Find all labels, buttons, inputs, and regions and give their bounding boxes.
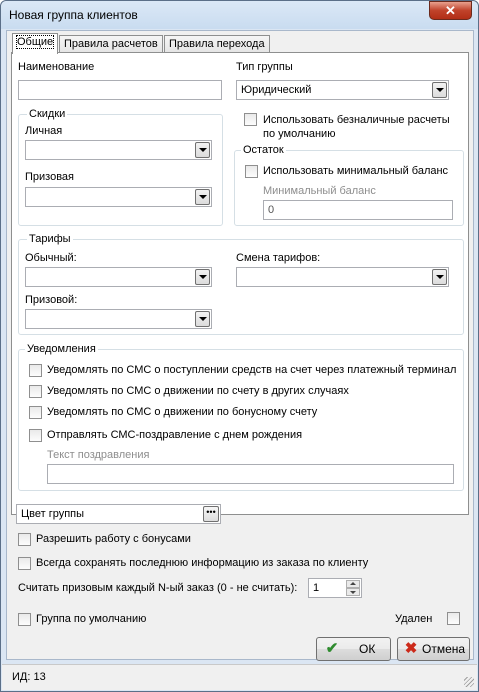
group-color-label: Цвет группы — [21, 508, 85, 520]
tab-transition-rules[interactable]: Правила перехода — [164, 35, 270, 53]
tab-page-general — [11, 52, 469, 515]
spin-up-icon[interactable] — [346, 580, 360, 588]
use-cashless-checkbox[interactable] — [244, 113, 257, 126]
notifications-group — [18, 343, 464, 491]
cancel-label: Отмена — [422, 642, 466, 656]
balance-group — [234, 144, 464, 226]
tariffs-legend: Тарифы — [29, 233, 71, 245]
chevron-down-icon[interactable] — [195, 311, 210, 327]
name-input[interactable] — [18, 80, 222, 100]
greeting-text-input[interactable] — [47, 464, 454, 484]
tariff-prize-label: Призовой: — [25, 294, 78, 306]
balance-legend: Остаток — [243, 144, 284, 156]
close-icon[interactable]: ✕ — [445, 3, 456, 18]
chevron-down-icon[interactable] — [195, 189, 210, 205]
chevron-down-icon[interactable] — [432, 269, 447, 285]
notify-terminal-label: Уведомлять по СМС о поступлении средств на счет через платежный терминал — [47, 364, 457, 376]
deleted-label: Удален — [395, 613, 433, 625]
close-button[interactable] — [429, 1, 472, 20]
checkmark-icon: ✔ — [325, 640, 339, 657]
group-type-value: Юридический — [241, 84, 312, 96]
window-title: Новая группа клиентов — [9, 8, 138, 22]
title-bar[interactable] — [1, 1, 478, 29]
notify-other-label: Уведомлять по СМС о движении по счету в других случаях — [47, 385, 349, 397]
tariff-change-label: Смена тарифов: — [236, 252, 321, 264]
min-balance-input[interactable]: 0 — [263, 200, 453, 220]
tariff-regular-select[interactable] — [25, 267, 212, 287]
min-balance-label: Минимальный баланс — [263, 185, 376, 197]
name-label: Наименование — [18, 61, 95, 73]
chevron-down-icon[interactable] — [195, 142, 210, 158]
chevron-down-icon[interactable] — [195, 269, 210, 285]
discount-prize-select[interactable] — [25, 187, 212, 207]
tariff-regular-label: Обычный: — [25, 252, 77, 264]
color-picker-button[interactable] — [203, 506, 219, 522]
notify-bonus-checkbox[interactable] — [29, 406, 42, 419]
ellipsis-icon: ••• — [206, 507, 216, 517]
chevron-down-icon[interactable] — [432, 82, 447, 98]
spin-down-icon[interactable] — [346, 588, 360, 596]
tariff-prize-select[interactable] — [25, 309, 212, 329]
ok-button[interactable] — [316, 637, 391, 661]
resize-grip[interactable] — [464, 677, 474, 687]
group-color-field[interactable] — [16, 504, 221, 524]
tab-payment-rules[interactable]: Правила расчетов — [59, 35, 163, 53]
allow-bonus-label: Разрешить работу с бонусами — [36, 533, 191, 545]
default-group-label: Группа по умолчанию — [36, 613, 147, 625]
notify-terminal-checkbox[interactable] — [29, 364, 42, 377]
allow-bonus-checkbox[interactable] — [18, 533, 31, 546]
notifications-legend: Уведомления — [27, 343, 96, 355]
discounts-group — [18, 108, 223, 226]
cancel-button[interactable] — [397, 637, 470, 661]
tab-general[interactable]: Общие — [12, 33, 58, 54]
ok-label: ОК — [359, 642, 376, 656]
discount-personal-select[interactable] — [25, 140, 212, 160]
discount-prize-label: Призовая — [25, 171, 75, 183]
prize-nth-spinner[interactable] — [308, 578, 362, 598]
discounts-legend: Скидки — [29, 108, 66, 120]
use-cashless-label: Использовать безналичные расчеты по умолчанию — [263, 114, 450, 140]
birthday-sms-checkbox[interactable] — [29, 429, 42, 442]
use-min-balance-checkbox[interactable] — [245, 165, 258, 178]
discount-personal-label: Личная — [25, 125, 63, 137]
group-type-label: Тип группы — [236, 61, 293, 73]
greeting-text-label: Текст поздравления — [47, 449, 150, 461]
birthday-sms-label: Отправлять СМС-поздравление с днем рождения — [47, 429, 303, 441]
tariffs-group — [18, 233, 464, 335]
status-bar — [2, 664, 477, 690]
tariff-change-select[interactable] — [236, 267, 449, 287]
deleted-checkbox[interactable] — [447, 612, 460, 625]
always-save-checkbox[interactable] — [18, 557, 31, 570]
group-type-select[interactable] — [236, 80, 449, 100]
cancel-icon: ✖ — [404, 640, 418, 657]
default-group-checkbox[interactable] — [18, 613, 31, 626]
use-min-balance-label: Использовать минимальный баланс — [263, 165, 449, 177]
notify-bonus-label: Уведомлять по СМС о движении по бонусному счету — [47, 406, 318, 418]
dialog-client-area — [6, 30, 474, 660]
always-save-label: Всегда сохранять последнюю информацию из заказа по клиенту — [36, 557, 369, 569]
prize-nth-value: 1 — [313, 582, 320, 594]
record-id-text: ИД: 13 — [12, 671, 46, 683]
notify-other-checkbox[interactable] — [29, 385, 42, 398]
prize-nth-label: Считать призовым каждый N-ый заказ (0 - не считать): — [18, 582, 298, 594]
